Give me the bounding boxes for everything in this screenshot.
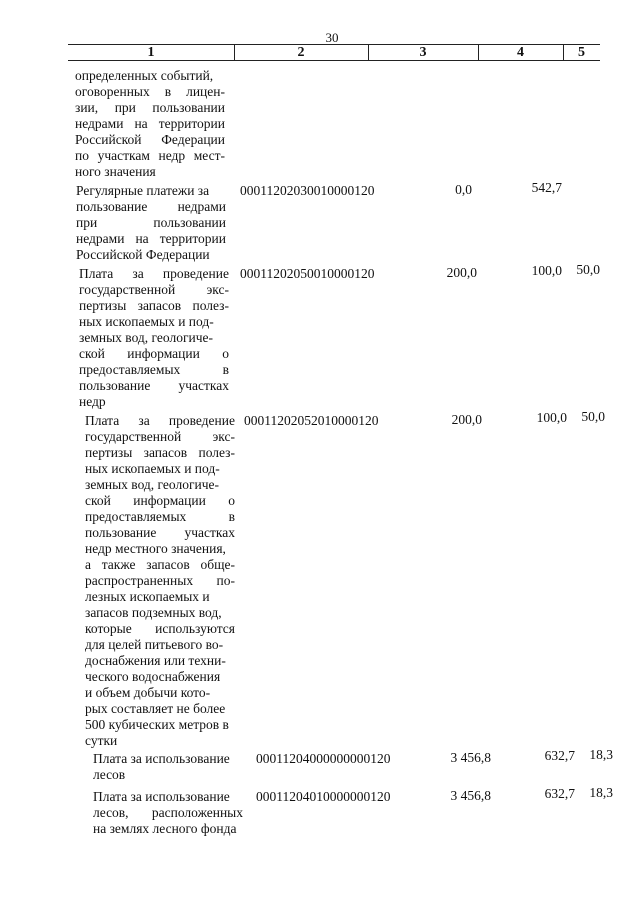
description-line: земных вод, геологиче-: [85, 477, 219, 492]
value-column-5: 18,3: [589, 747, 613, 762]
description-line: лесов, расположенных: [93, 805, 243, 820]
description-line: лезных ископаемых и: [85, 589, 210, 604]
description-line: пертизы запасов полез-: [79, 298, 229, 313]
description-line: Плата за проведение: [79, 266, 229, 281]
value-column-4: 632,7: [544, 786, 575, 801]
budget-code: 00011202052010000120: [244, 413, 379, 428]
description-line: Российской Федерации: [75, 132, 225, 147]
value-column-4: 542,7: [531, 180, 562, 195]
description-line: и объем добычи кото-: [85, 685, 211, 700]
value-column-3: 3 456,8: [450, 788, 491, 803]
description-line: рых составляет не более: [85, 701, 226, 716]
description-line: недрами на территории: [75, 116, 225, 131]
description-line: пользование участках: [85, 525, 235, 540]
column-header-3: 3: [419, 45, 427, 60]
page-number: 30: [325, 30, 339, 45]
row-description: [75, 68, 225, 180]
description-line: на землях лесного фонда: [93, 821, 237, 836]
value-column-3: 3 456,8: [450, 750, 491, 765]
description-line: Плата за использование: [93, 751, 230, 766]
description-line: по участкам недр мест-: [75, 148, 225, 163]
description-line: ных ископаемых и под-: [79, 314, 214, 329]
column-header-5: 5: [578, 45, 585, 60]
description-line: ческого водоснабжения: [85, 669, 221, 684]
description-line: ской информации о: [85, 493, 235, 508]
value-column-3: 200,0: [451, 412, 482, 427]
budget-code: 00011204010000000120: [256, 789, 391, 804]
row-description: [93, 751, 243, 783]
header-bottom-rule: [68, 60, 600, 61]
description-line: 500 кубических метров в: [85, 717, 229, 732]
budget-code: 00011202050010000120: [240, 266, 375, 281]
description-line: государственной экс-: [85, 429, 235, 444]
description-line: недр местного значения,: [85, 541, 226, 556]
row-description: [93, 789, 243, 837]
description-line: а также запасов обще-: [85, 557, 235, 572]
description-line: которые используются: [85, 621, 235, 636]
description-line: оговоренных в лицен-: [75, 84, 225, 99]
description-line: Плата за проведение: [85, 413, 235, 428]
description-line: сутки: [85, 733, 118, 748]
description-line: пользование недрами: [76, 199, 226, 214]
description-line: ской информации о: [79, 346, 229, 361]
description-line: недрами на территории: [76, 231, 226, 246]
description-line: земных вод, геологиче-: [79, 330, 213, 345]
description-line: ных ископаемых и под-: [85, 461, 220, 476]
budget-code: 00011202030010000120: [240, 183, 375, 198]
value-column-3: 0,0: [455, 182, 472, 197]
value-column-5: 50,0: [581, 409, 605, 424]
value-column-3: 200,0: [446, 265, 477, 280]
row-description: [76, 183, 226, 263]
value-column-5: 50,0: [576, 262, 600, 277]
description-line: государственной экс-: [79, 282, 229, 297]
description-line: при пользовании: [76, 215, 226, 230]
value-column-5: 18,3: [589, 785, 613, 800]
budget-code: 00011204000000000120: [256, 751, 391, 766]
description-line: пользование участках: [79, 378, 229, 393]
description-line: Российской Федерации: [76, 247, 210, 262]
row-description: [85, 413, 235, 749]
description-line: доснабжения или техни-: [85, 653, 226, 668]
description-line: лесов: [93, 767, 126, 782]
value-column-4: 632,7: [544, 748, 575, 763]
description-line: ного значения: [75, 164, 156, 179]
row-description: [79, 266, 229, 410]
column-header-2: 2: [297, 45, 305, 60]
description-line: для целей питьевого во-: [85, 637, 224, 652]
description-line: предоставляемых в: [85, 509, 235, 524]
value-column-4: 100,0: [536, 410, 567, 425]
value-column-4: 100,0: [531, 263, 562, 278]
column-header-4: 4: [517, 45, 524, 60]
column-header-1: 1: [147, 45, 155, 60]
description-line: предоставляемых в: [79, 362, 229, 377]
description-line: Плата за использование: [93, 789, 230, 804]
description-line: распространенных по-: [85, 573, 235, 588]
description-line: зии, при пользовании: [75, 100, 225, 115]
description-line: определенных событий,: [75, 68, 214, 83]
description-line: Регулярные платежи за: [76, 183, 210, 198]
description-line: запасов подземных вод,: [85, 605, 222, 620]
description-line: пертизы запасов полез-: [85, 445, 235, 460]
description-line: недр: [79, 394, 106, 409]
